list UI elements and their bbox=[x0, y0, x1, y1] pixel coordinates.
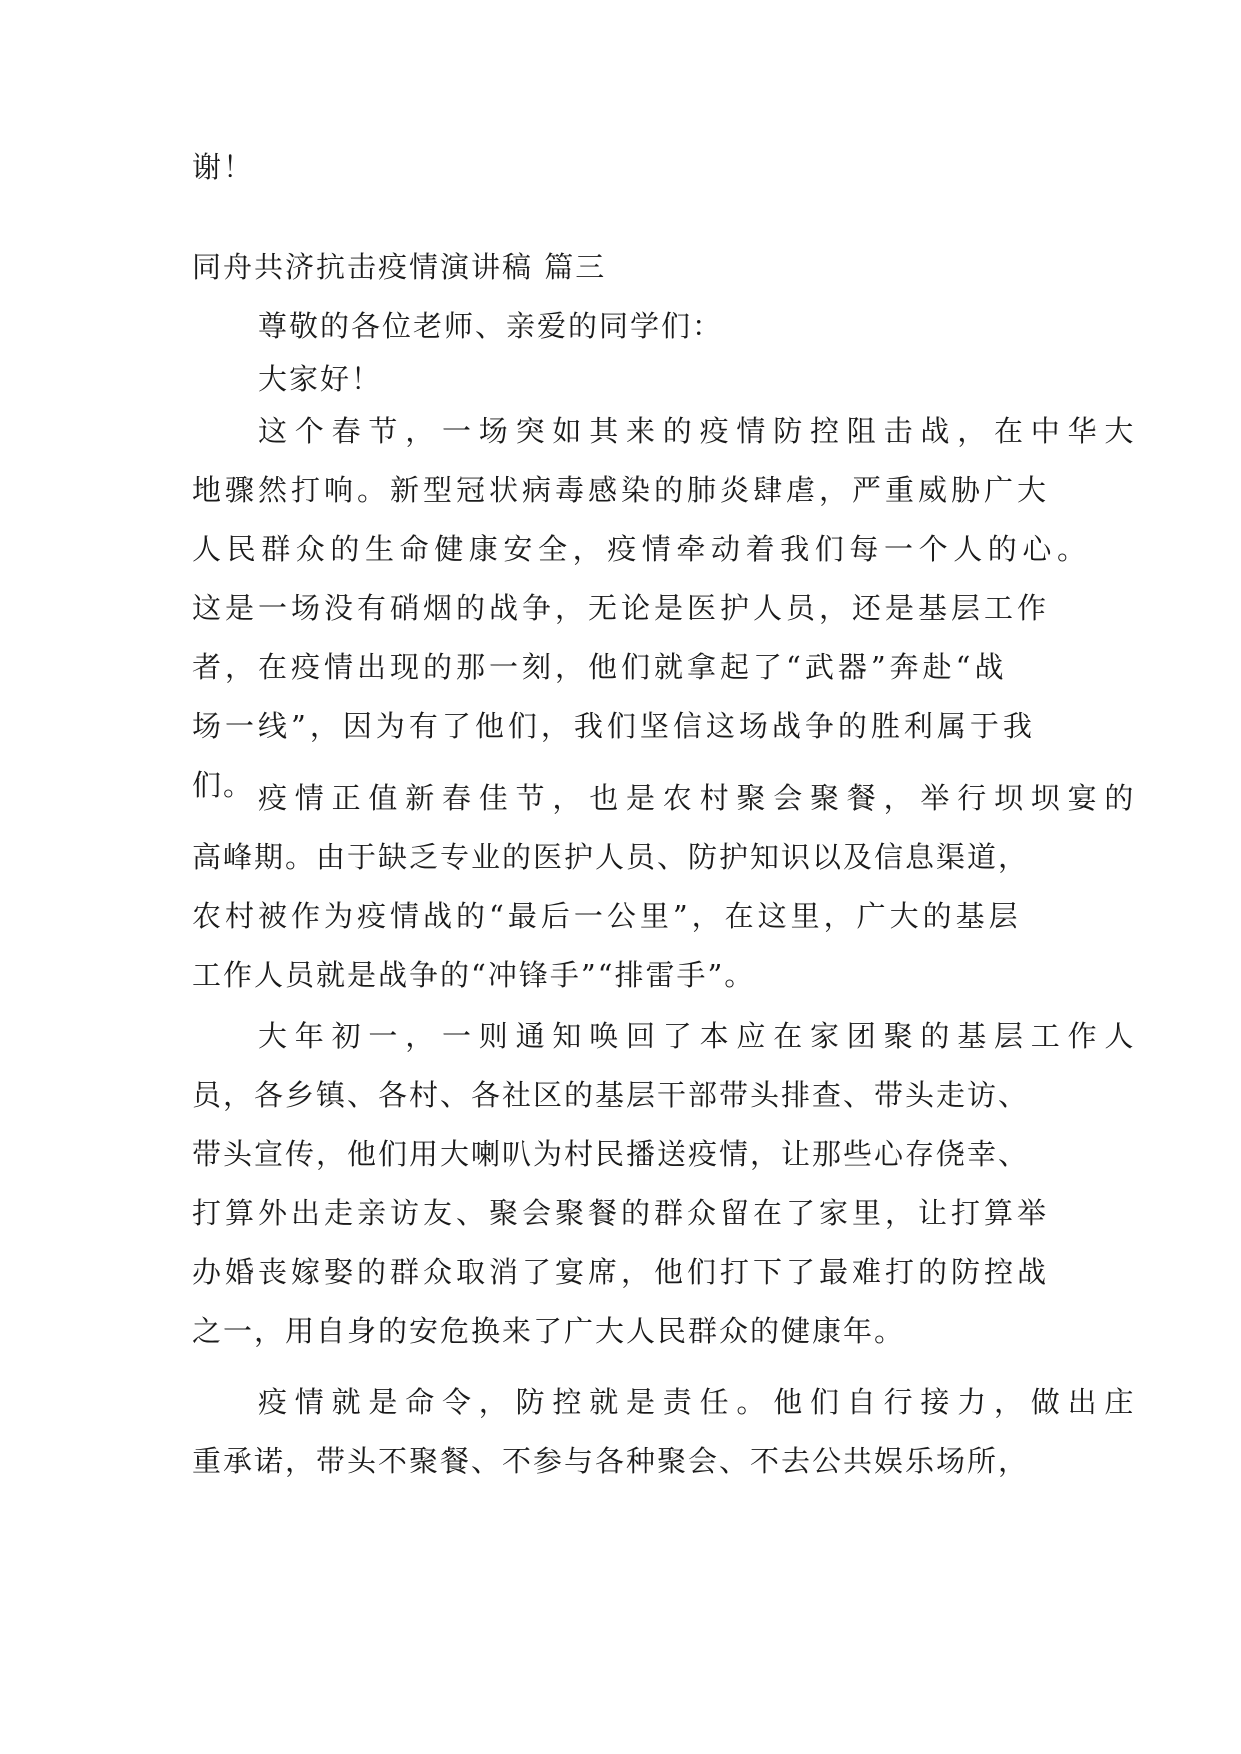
paragraph-line: 们。 bbox=[192, 768, 255, 802]
section-title bbox=[192, 238, 1052, 297]
paragraph-line: 疫情就是命令，防控就是责任。他们自行接力，做出庄 bbox=[258, 1385, 1142, 1419]
greeting-text: 大家好！ bbox=[258, 362, 383, 396]
paragraph-line: 人民群众的生命健康安全，疫情牵动着我们每一个人的心。 bbox=[192, 532, 1092, 566]
paragraph-line: 这个春节，一场突如其来的疫情防控阻击战，在中华大 bbox=[258, 414, 1142, 448]
paragraph-2 bbox=[192, 769, 1142, 1005]
section-title-text: 同舟共济抗击疫情演讲稿 篇三 bbox=[192, 250, 607, 284]
paragraph-line: 地骤然打响。新型冠状病毒感染的肺炎肆虐，严重威胁广大 bbox=[192, 473, 1051, 507]
paragraph-1 bbox=[192, 402, 1142, 815]
paragraph-line: 大年初一，一则通知唤回了本应在家团聚的基层工作人 bbox=[258, 1019, 1142, 1053]
paragraph-line: 员，各乡镇、各村、各社区的基层干部带头排查、带头走访、 bbox=[192, 1078, 1030, 1112]
paragraph-line: 疫情正值新春佳节，也是农村聚会聚餐，举行坝坝宴的 bbox=[258, 781, 1142, 815]
paragraph-line: 打算外出走亲访友、聚会聚餐的群众留在了家里，让打算举 bbox=[192, 1196, 1051, 1230]
text-line: 谢！ bbox=[192, 150, 255, 184]
paragraph-line: 高峰期。由于缺乏专业的医护人员、防护知识以及信息渠道， bbox=[192, 840, 1030, 874]
paragraph-line: 重承诺，带头不聚餐、不参与各种聚会、不去公共娱乐场所， bbox=[192, 1444, 1030, 1478]
paragraph-line: 带头宣传，他们用大喇叭为村民播送疫情，让那些心存侥幸、 bbox=[192, 1137, 1030, 1171]
paragraph-line: 这是一场没有硝烟的战争，无论是医护人员，还是基层工作 bbox=[192, 591, 1051, 625]
paragraph-line: 场一线”，因为有了他们，我们坚信这场战争的胜利属于我 bbox=[192, 709, 1036, 743]
paragraph-line: 工作人员就是战争的“冲锋手”“排雷手”。 bbox=[192, 958, 756, 992]
salutation bbox=[192, 297, 1052, 356]
paragraph-line: 办婚丧嫁娶的群众取消了宴席，他们打下了最难打的防控战 bbox=[192, 1255, 1051, 1289]
paragraph-line: 者，在疫情出现的那一刻，他们就拿起了“武器”奔赴“战 bbox=[192, 650, 1008, 684]
closing-fragment bbox=[192, 138, 1052, 197]
paragraph-3 bbox=[192, 1007, 1142, 1361]
salutation-text: 尊敬的各位老师、亲爱的同学们： bbox=[258, 309, 724, 343]
greeting bbox=[192, 350, 1052, 409]
paragraph-line: 之一，用自身的安危换来了广大人民群众的健康年。 bbox=[192, 1314, 906, 1348]
paragraph-line: 农村被作为疫情战的“最后一公里”，在这里，广大的基层 bbox=[192, 899, 1022, 933]
paragraph-4 bbox=[192, 1373, 1142, 1491]
